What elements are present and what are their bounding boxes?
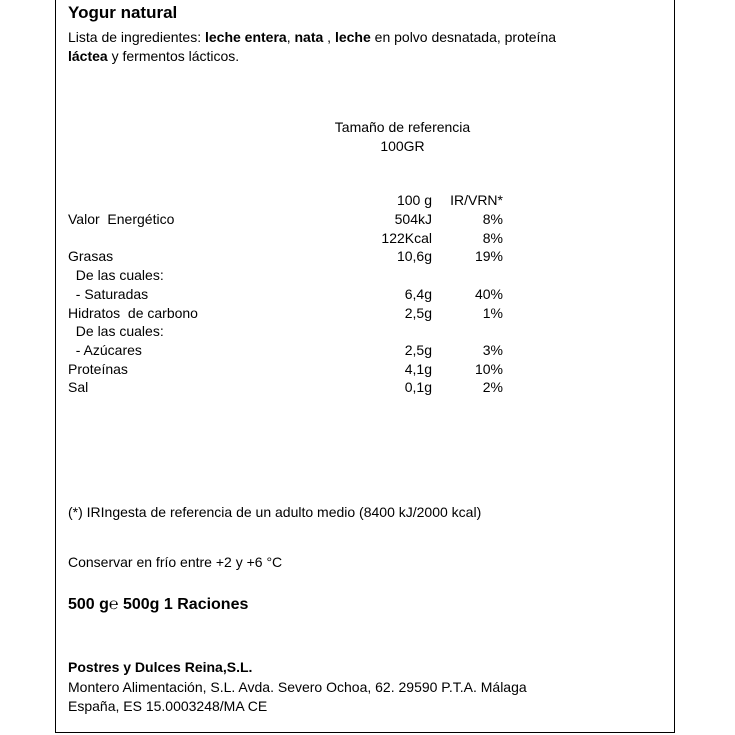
ingredients-middle: en polvo desnatada, proteína <box>370 29 557 45</box>
nutrition-row-per100g: 2,5g <box>404 342 432 358</box>
ingredients-prefix: Lista de ingredientes: <box>68 29 205 45</box>
nutrition-row-ir: 1% <box>482 305 503 321</box>
ingredient-allergen-3: leche <box>334 29 371 45</box>
product-title: Yogur natural <box>68 3 178 22</box>
ingredient-allergen-4: láctea <box>68 48 108 64</box>
company-address-line-2: España, ES 15.0003248/MA CE <box>68 698 268 714</box>
nutrition-row-label: Proteínas <box>68 361 128 377</box>
nutrition-row-label: Grasas <box>68 248 114 264</box>
nutrition-row-label: - Azúcares <box>68 342 142 358</box>
nutrition-row-per100g: 4,1g <box>404 361 432 377</box>
company-name: Postres y Dulces Reina,S.L. <box>68 659 253 675</box>
estimated-sign-icon: ℮ <box>108 596 119 613</box>
nutrition-row-per100g: 0,1g <box>404 379 432 395</box>
drained-weight-portions: 500g 1 Raciones <box>118 596 249 613</box>
nutrition-row-ir: 3% <box>482 342 503 358</box>
reference-size-label: Tamaño de referencia <box>334 119 471 135</box>
nutrition-row-label: Valor Energético <box>68 211 175 227</box>
nutrition-row-label: De las cuales: <box>68 267 164 283</box>
storage-instructions: Conservar en frío entre +2 y +6 °C <box>68 554 283 570</box>
nutrition-row-per100g: 504kJ <box>394 211 432 227</box>
ingredient-allergen-2: nata <box>294 29 324 45</box>
ingredients-sep-1: , <box>286 29 295 45</box>
nutrition-row-per100g: 122Kcal <box>381 230 432 246</box>
ingredients-list <box>68 28 668 66</box>
nutrition-row-per100g: 10,6g <box>396 248 432 264</box>
footnote: (*) IRIngesta de referencia de un adulto medio (8400 kJ/2000 kcal) <box>68 504 482 520</box>
nutrition-row-ir: 8% <box>482 211 503 227</box>
nutrition-row-ir: 40% <box>474 286 503 302</box>
reference-size-value: 100GR <box>380 138 425 154</box>
nutrition-row-ir: 2% <box>482 379 503 395</box>
nutrition-header-ir: IR/VRN* <box>450 192 503 208</box>
nutrition-row-label: Sal <box>68 379 89 395</box>
nutrition-row-label: - Saturadas <box>68 286 149 302</box>
nutrition-row-ir: 8% <box>482 230 503 246</box>
nutrition-row-label: Hidratos de carbono <box>68 305 198 321</box>
label-frame <box>55 0 675 733</box>
nutrition-row-label: De las cuales: <box>68 323 164 339</box>
net-weight-value: 500 g <box>68 596 109 613</box>
reference-size <box>300 118 505 156</box>
ingredients-suffix: y fermentos lácticos. <box>107 48 240 64</box>
company-address-line-1: Montero Alimentación, S.L. Avda. Severo Ochoa, 62. 29590 P.T.A. Málaga <box>68 679 527 695</box>
ingredients-sep-2: , <box>323 29 335 45</box>
nutrition-row-ir: 10% <box>474 361 503 377</box>
ingredient-allergen-1: leche entera <box>204 29 287 45</box>
nutrition-row-per100g: 2,5g <box>404 305 432 321</box>
nutrition-row-per100g: 6,4g <box>404 286 432 302</box>
nutrition-row-ir: 19% <box>474 248 503 264</box>
nutrition-header-100g: 100 g <box>396 192 432 208</box>
net-weight <box>68 596 248 614</box>
